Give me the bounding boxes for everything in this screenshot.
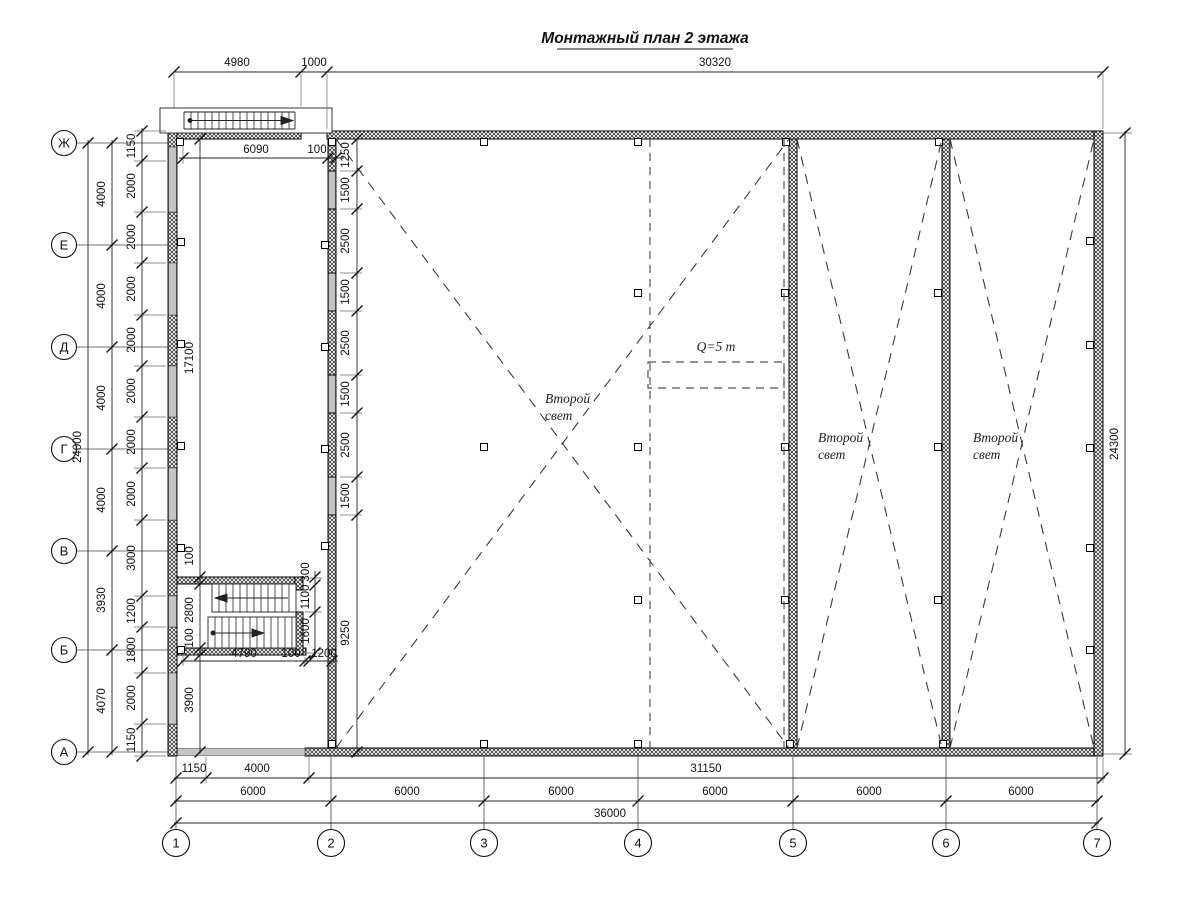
dim-label: 1000 — [301, 57, 327, 69]
col-axis-label: 1 — [172, 835, 180, 851]
dim-label: 1600 — [300, 618, 312, 644]
dim-label: 30320 — [699, 57, 731, 69]
row-axis-label: В — [59, 543, 69, 559]
dim-label: 2000 — [126, 173, 138, 199]
dim-label: 2500 — [340, 330, 352, 356]
window-bands — [169, 147, 336, 756]
dim-label: 17100 — [184, 342, 196, 374]
dim-label: 1200 — [126, 598, 138, 624]
dim-label: 31150 — [690, 763, 722, 775]
dim-label: 4000 — [96, 283, 108, 309]
second-light-label: Второй — [545, 391, 591, 406]
dim-label: 1150 — [181, 763, 207, 775]
dim-label: 2000 — [126, 327, 138, 353]
dim-label: 6000 — [1008, 786, 1034, 798]
row-axis-label: Д — [59, 339, 69, 355]
dim-label: 4000 — [96, 181, 108, 207]
dim-label: 2000 — [126, 481, 138, 507]
dim-label: 1500 — [340, 279, 352, 305]
col-axis-label: 2 — [327, 835, 335, 851]
dim-label: 36000 — [594, 808, 626, 820]
dim-label: 6000 — [394, 786, 420, 798]
dim-label: 1150 — [126, 133, 138, 159]
row-axis-label: Е — [59, 237, 69, 253]
col-axis-label: 3 — [480, 835, 488, 851]
dim-label: 1500 — [340, 483, 352, 509]
dim-label: 100 — [184, 628, 196, 648]
col-axis-label: 4 — [634, 835, 642, 851]
dim-label: 6000 — [702, 786, 728, 798]
dim-label: 1200 — [311, 648, 337, 660]
dim-label: 1250 — [340, 142, 352, 168]
second-light-label: Второй — [973, 430, 1019, 445]
dim-label: 1500 — [340, 177, 352, 203]
dim-label: 24000 — [72, 431, 84, 463]
dim-label: 6000 — [548, 786, 574, 798]
dim-label: 100 — [281, 648, 301, 660]
row-axis-label: Г — [60, 441, 68, 457]
dim-label: 100 — [184, 546, 196, 566]
crane-zone — [648, 362, 784, 388]
dim-label: 2500 — [340, 432, 352, 458]
dim-label: 1150 — [126, 727, 138, 753]
col-axis-label: 6 — [942, 835, 950, 851]
dim-label: 3000 — [126, 545, 138, 571]
dim-label: 2000 — [126, 378, 138, 404]
dim-label: 4000 — [96, 385, 108, 411]
dim-label: 4070 — [96, 688, 108, 714]
dim-label: 300 — [300, 562, 312, 582]
dim-label: 6090 — [243, 144, 269, 156]
dim-label: 4790 — [231, 648, 257, 660]
col-axis-label: 5 — [789, 835, 797, 851]
dim-label: 1800 — [126, 637, 138, 663]
wall-axis-5 — [789, 139, 797, 748]
dim-label: 2000 — [126, 685, 138, 711]
dim-label: 9250 — [340, 620, 352, 646]
dim-label: 6000 — [240, 786, 266, 798]
dim-label: 6000 — [856, 786, 882, 798]
dim-label: 3900 — [184, 687, 196, 713]
dim-label: 4980 — [224, 57, 250, 69]
second-light-label: свет — [973, 447, 1001, 462]
dim-label: 100 — [307, 144, 327, 156]
wall-axis-6 — [942, 139, 950, 748]
dim-label: 1100 — [300, 584, 312, 610]
dim-label: 1500 — [340, 381, 352, 407]
second-light-label: свет — [818, 447, 846, 462]
dim-label: 2800 — [184, 597, 196, 623]
dim-label: 3930 — [96, 587, 108, 613]
dim-label: 2500 — [340, 228, 352, 254]
dim-label: 4000 — [96, 487, 108, 513]
row-axis-label: Ж — [57, 135, 71, 151]
row-axis-label: А — [59, 744, 69, 760]
dim-label: 2000 — [126, 224, 138, 250]
second-light-label: свет — [545, 408, 573, 423]
external-staircase — [160, 108, 332, 133]
internal-staircase — [208, 584, 296, 648]
dimension-labels — [72, 57, 1121, 820]
dim-label: 24300 — [1109, 428, 1121, 460]
col-axis-label: 7 — [1093, 835, 1101, 851]
drawing-title: Монтажный план 2 этажа — [541, 30, 749, 47]
row-axis-label: Б — [59, 642, 69, 658]
dim-label: 2000 — [126, 276, 138, 302]
crane-capacity-label: Q=5 т — [696, 339, 736, 354]
dim-label: 2000 — [126, 429, 138, 455]
second-light-label: Второй — [818, 430, 864, 445]
dim-label: 4000 — [244, 763, 270, 775]
